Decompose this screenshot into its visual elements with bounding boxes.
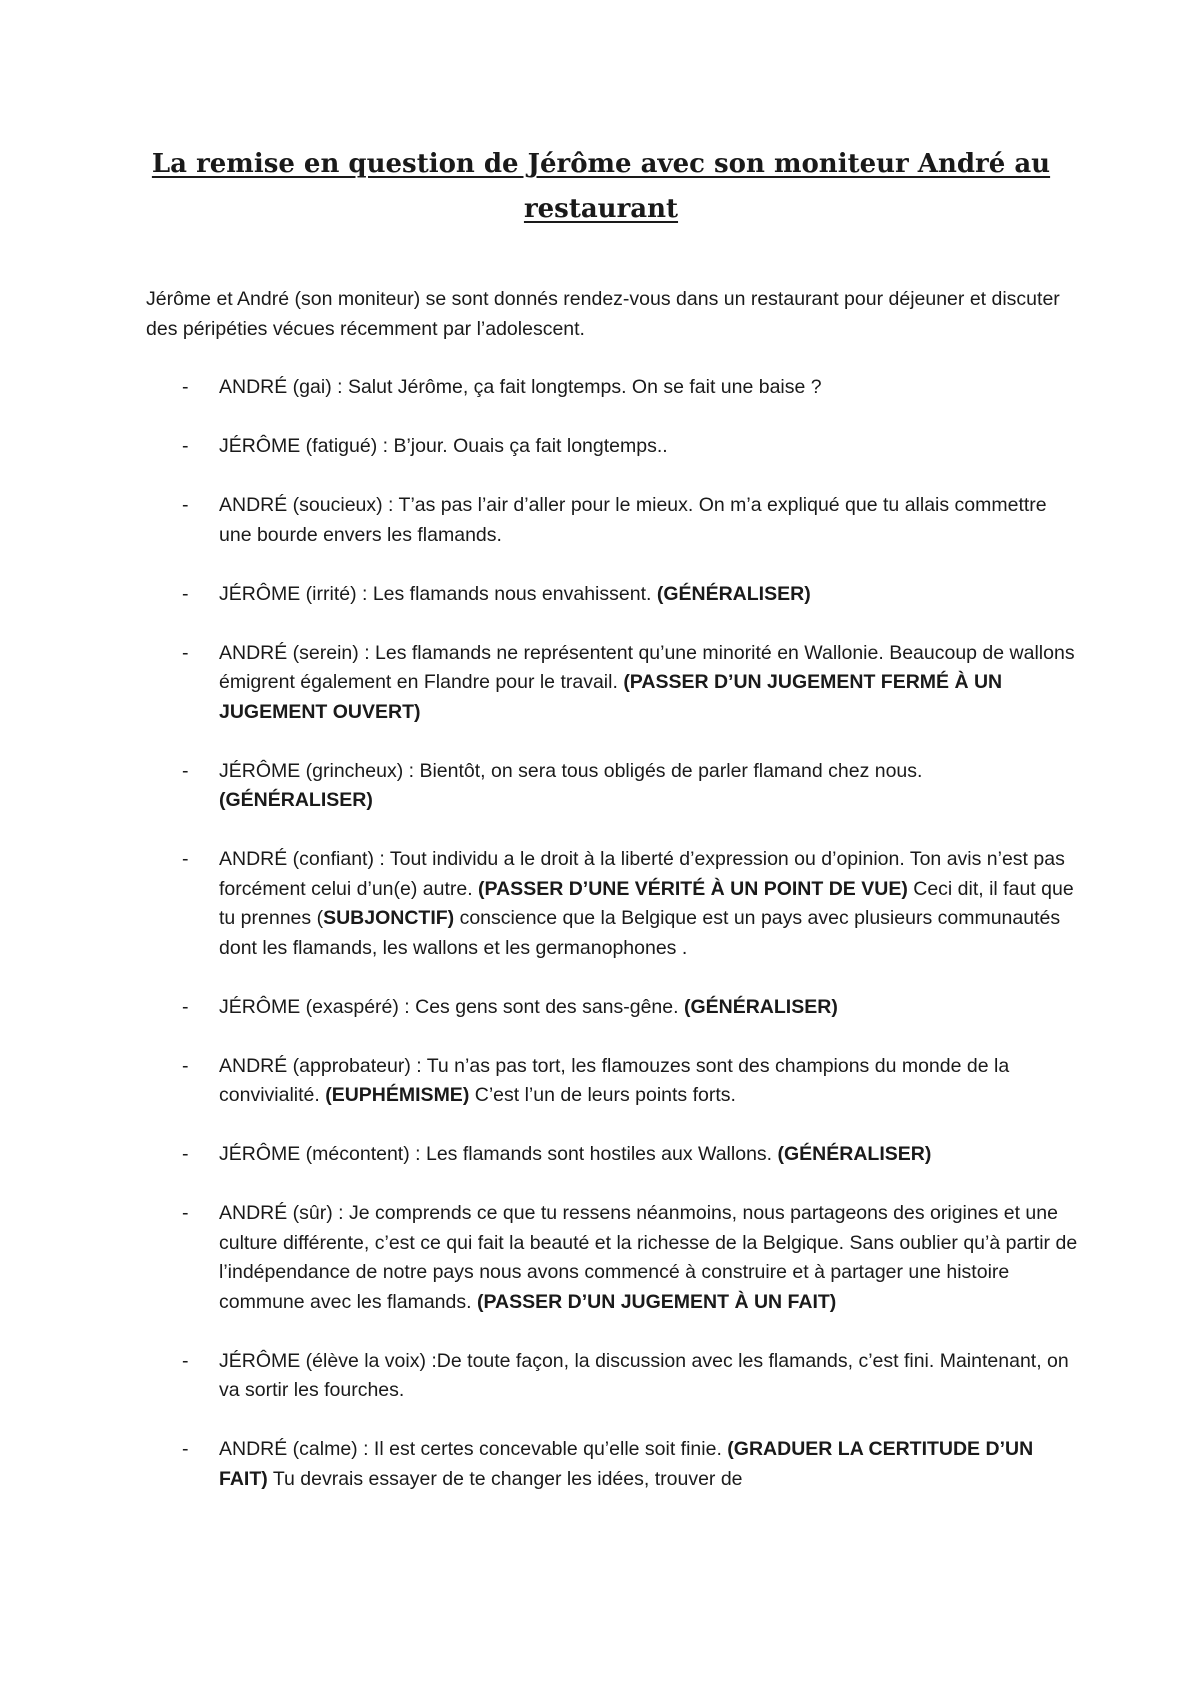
figure-of-speech-tag: (PASSER D’UNE VÉRITÉ À UN POINT DE VUE) (478, 877, 908, 900)
dialogue-text: ANDRÉ (confiant) : Tout individu a le droit à la liberté d’expression ou d’opinion. Ton avis n’est pas forcément celui d’un(e) autre. (219, 848, 1065, 900)
dialogue-text: ANDRÉ (gai) : Salut Jérôme, ça fait longtemps. On se fait une baise ? (219, 376, 822, 398)
dialogue-text: JÉRÔME (exaspéré) : Ces gens sont des sans-gêne. (219, 995, 684, 1018)
dialogue-line (0, 1052, 1200, 1111)
dialogue-text: JÉRÔME (élève la voix) :De toute façon, la discussion avec les flamands, c’est fini. Maintenant, on va sortir les fourches. (219, 1349, 1069, 1401)
dialogue-text: ANDRÉ (calme) : Il est certes concevable qu’elle soit finie. (219, 1438, 728, 1460)
dialogue-line (0, 580, 1200, 610)
bullet-dash: - (182, 1349, 189, 1372)
bullet-dash: - (182, 1438, 189, 1460)
dialogue-line (0, 993, 1200, 1023)
dialogue-line (0, 373, 1200, 403)
dialogue-text: Tu devrais essayer de te changer les idées, trouver de (267, 1467, 743, 1490)
bullet-dash: - (182, 494, 189, 516)
bullet-dash: - (182, 1054, 189, 1077)
dialogue-line (0, 432, 1200, 462)
figure-of-speech-tag: (PASSER D’UN JUGEMENT FERMÉ À UN JUGEMENT OUVERT) (219, 671, 1003, 723)
bullet-dash: - (182, 582, 189, 605)
dialogue-line (0, 1435, 1200, 1494)
dialogue-line (0, 1347, 1200, 1406)
figure-of-speech-tag: SUBJONCTIF) (323, 907, 455, 929)
dialogue-text: Ceci dit, il faut que tu prennes ( (219, 877, 1074, 929)
bullet-dash: - (182, 848, 189, 870)
bullet-dash: - (182, 376, 189, 398)
bullet-dash: - (182, 995, 189, 1018)
bullet-dash: - (182, 641, 189, 664)
bullet-dash: - (182, 435, 189, 457)
figure-of-speech-tag: (GÉNÉRALISER) (219, 789, 373, 811)
dialogue-text: JÉRÔME (fatigué) : B’jour. Ouais ça fait longtemps.. (219, 435, 668, 457)
document-title: La remise en question de Jérôme avec son moniteur André au restaurant (151, 149, 1051, 224)
dialogue-text: conscience que la Belgique est un pays avec plusieurs communautés dont les flamands, les wallons et les germanophones . (219, 907, 1061, 959)
dialogue-line (0, 845, 1200, 963)
dialogue-text: ANDRÉ (serein) : Les flamands ne représentent qu’une minorité en Wallonie. Beaucoup de wallons émigrent également en Flandre pour le travail. (219, 641, 1075, 693)
figure-of-speech-tag: (GRADUER LA CERTITUDE D’UN FAIT) (219, 1438, 1034, 1490)
bullet-dash: - (182, 1143, 189, 1165)
dialogue-line (0, 639, 1200, 728)
dialogue-list (0, 373, 1200, 1524)
dialogue-text: C’est l’un de leurs points forts. (469, 1084, 736, 1106)
figure-of-speech-tag: (GÉNÉRALISER) (656, 582, 811, 605)
dialogue-text: JÉRÔME (irrité) : Les flamands nous envahissent. (219, 582, 657, 605)
figure-of-speech-tag: (GÉNÉRALISER) (683, 995, 838, 1018)
figure-of-speech-tag: (GÉNÉRALISER) (777, 1143, 932, 1165)
dialogue-line (0, 491, 1200, 550)
dialogue-line (0, 1199, 1200, 1317)
intro-paragraph: Jérôme et André (son moniteur) se sont donnés rendez-vous dans un restaurant pour déjeuner et discuter des péripéties vécues récemment par l’adolescent. (146, 288, 1060, 340)
figure-of-speech-tag: (EUPHÉMISME) (325, 1084, 470, 1106)
figure-of-speech-tag: (PASSER D’UN JUGEMENT À UN FAIT) (476, 1290, 837, 1313)
dialogue-text: ANDRÉ (soucieux) : T’as pas l’air d’aller pour le mieux. On m’a expliqué que tu allais commettre une bourde envers les flamands. (219, 494, 1047, 546)
bullet-dash: - (182, 759, 189, 782)
dialogue-line (0, 1140, 1200, 1170)
dialogue-text: ANDRÉ (approbateur) : Tu n’as pas tort, les flamouzes sont des champions du monde de la convivialité. (219, 1054, 1010, 1106)
dialogue-text: ANDRÉ (sûr) : Je comprends ce que tu ressens néanmoins, nous partageons des origines et une culture différente, c’est ce qui fait la beauté et la richesse de la Belgique. Sans oublier qu’à partir de l’indépendance de notre pays nous avons commencé à construire et à partager une histoire commune avec les flamands. (219, 1202, 1078, 1313)
bullet-dash: - (182, 1202, 189, 1224)
dialogue-text: JÉRÔME (grincheux) : Bientôt, on sera tous obligés de parler flamand chez nous. (219, 759, 923, 782)
dialogue-line (0, 757, 1200, 816)
dialogue-text: JÉRÔME (mécontent) : Les flamands sont hostiles aux Wallons. (219, 1143, 778, 1165)
